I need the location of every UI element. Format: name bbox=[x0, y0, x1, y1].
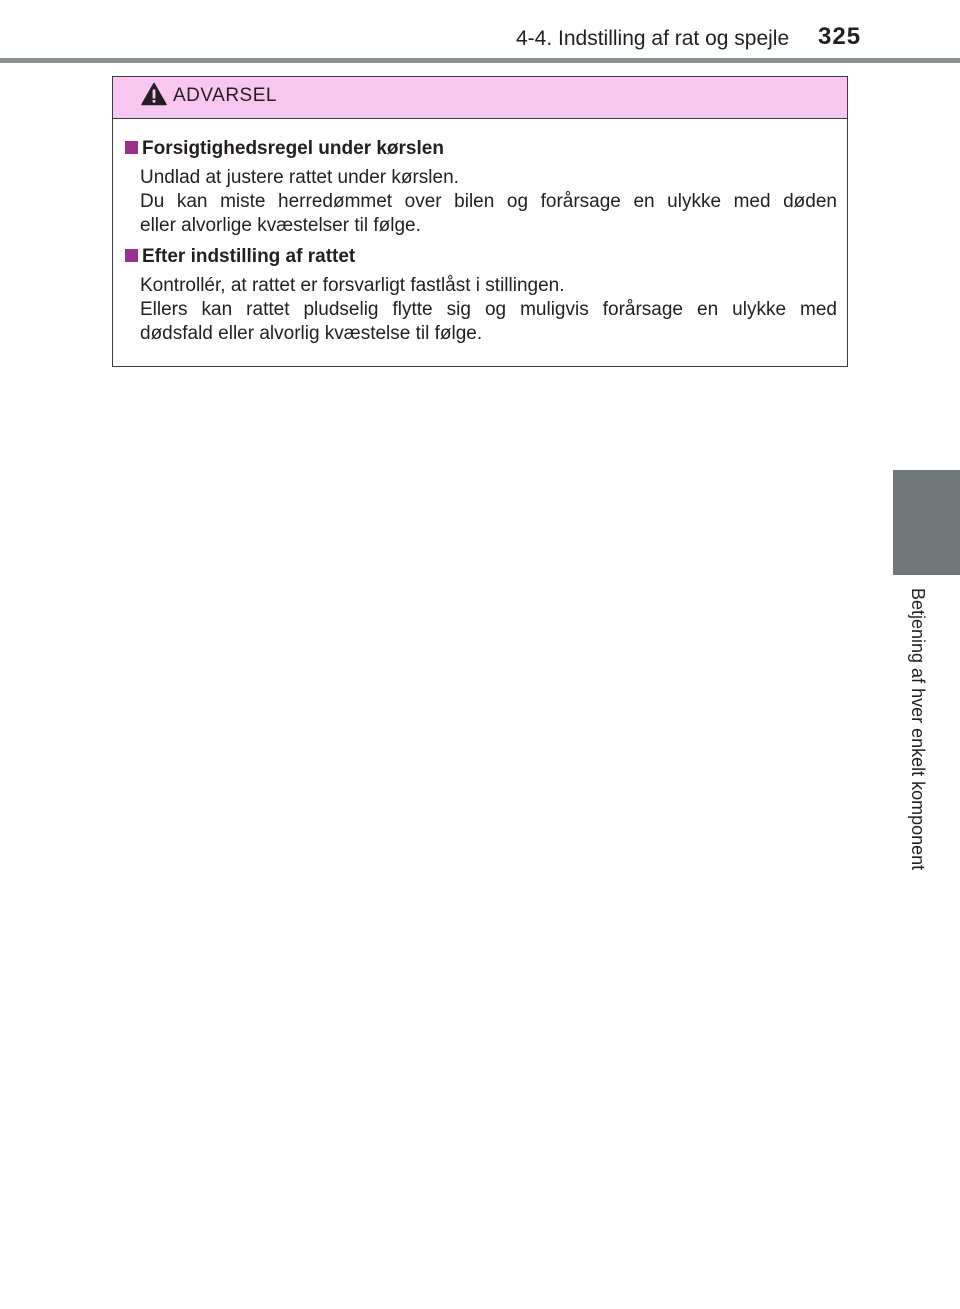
section-title: 4-4. Indstilling af rat og spejle bbox=[516, 27, 790, 50]
page-number: 325 bbox=[818, 23, 862, 50]
warning-item-body bbox=[140, 274, 837, 346]
square-bullet-icon bbox=[125, 249, 138, 262]
body-line: Du kan miste herredømmet over bilen og forårsage en ulykke med døden bbox=[140, 191, 837, 212]
warning-title: ADVARSEL bbox=[173, 85, 277, 106]
warning-triangle-icon bbox=[141, 82, 167, 106]
chapter-tab bbox=[893, 470, 960, 575]
warning-item-heading bbox=[125, 137, 444, 161]
body-line: Ellers kan rattet pludselig flytte sig og muligvis forårsage en ulykke med bbox=[140, 299, 837, 320]
warning-header bbox=[113, 77, 847, 119]
body-line: Undlad at justere rattet under kørslen. bbox=[140, 167, 459, 188]
body-line: Kontrollér, at rattet er forsvarligt fastlåst i stillingen. bbox=[140, 275, 565, 296]
square-bullet-icon bbox=[125, 141, 138, 154]
header-rule bbox=[0, 58, 960, 63]
warning-item-heading bbox=[125, 245, 355, 269]
chapter-number: 4 bbox=[29, 517, 38, 534]
warning-item-heading-text: Efter indstilling af rattet bbox=[142, 246, 356, 267]
warning-box bbox=[112, 76, 848, 367]
chapter-title: Betjening af hver enkelt komponent bbox=[908, 588, 928, 871]
body-line: eller alvorlige kvæstelser til følge. bbox=[140, 215, 421, 236]
body-line: dødsfald eller alvorlig kvæstelse til følge. bbox=[140, 323, 483, 344]
warning-item-body bbox=[140, 166, 837, 238]
warning-item-heading-text: Forsigtighedsregel under kørslen bbox=[142, 138, 444, 159]
